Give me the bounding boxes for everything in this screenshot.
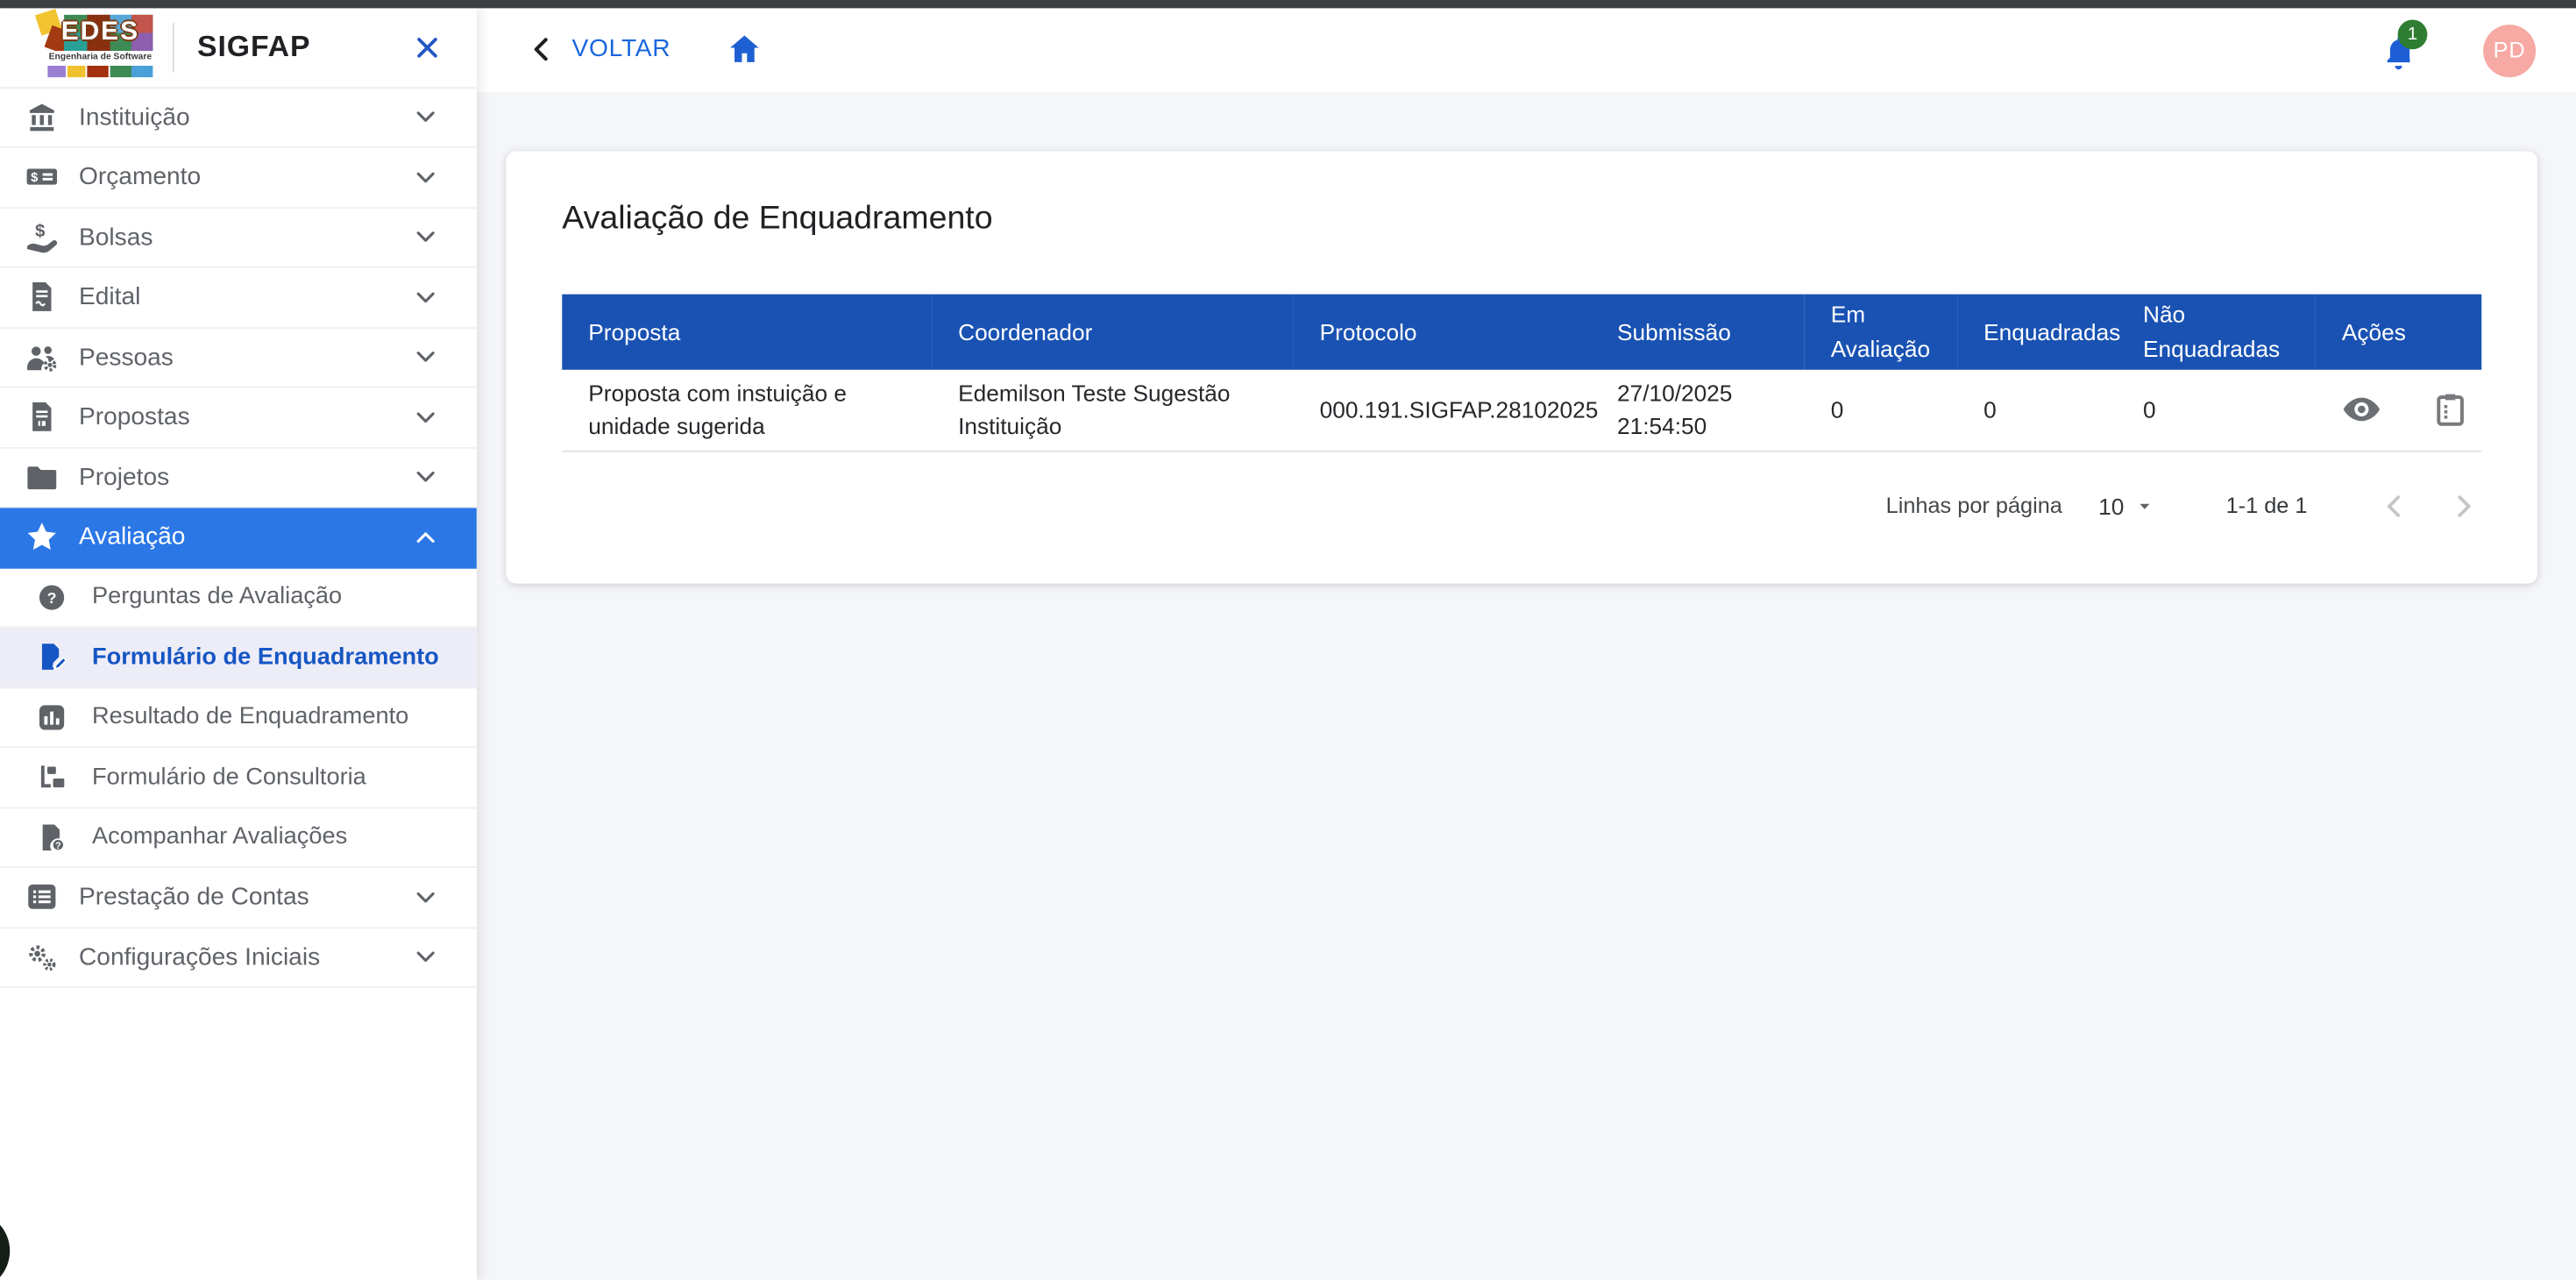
cell-protocolo: 000.191.SIGFAP.28102025 (1294, 370, 1591, 451)
app-title: SIGFAP (197, 29, 311, 63)
list-tree-icon (34, 761, 67, 794)
sidebar-item-resultado-de-enquadramento[interactable] (0, 688, 477, 748)
sidebar-item-label: Pessoas (79, 343, 174, 372)
chevron-down-icon (411, 223, 441, 252)
browser-top-strip (0, 0, 2576, 7)
sidebar-item-bolsas[interactable] (0, 208, 477, 267)
chevron-down-icon (411, 162, 441, 192)
rows-per-page-label: Linhas por página (1885, 493, 2062, 518)
sidebar-item-label: Resultado de Enquadramento (92, 703, 409, 730)
landmark-icon (23, 99, 59, 135)
svg-text:?: ? (54, 840, 60, 851)
star-icon (23, 519, 59, 555)
gears-icon (23, 939, 59, 975)
chevron-down-icon (411, 462, 441, 492)
chevron-down-icon (411, 882, 441, 912)
list-icon (23, 879, 59, 915)
col-enquadradas: Enquadradas (1957, 295, 2117, 370)
evaluation-card (507, 152, 2538, 584)
file-lines-icon (23, 399, 59, 435)
sidebar-item-avaliacao[interactable] (0, 508, 477, 567)
circle-question-icon (34, 580, 67, 614)
previous-page-button[interactable] (2376, 487, 2412, 523)
logo-text: EDES (60, 17, 139, 46)
home-button[interactable] (727, 31, 763, 67)
sidebar-item-label: Edital (79, 282, 141, 311)
sidebar-item-orcamento[interactable] (0, 148, 477, 208)
report-button[interactable] (2431, 390, 2470, 430)
rows-per-page-value: 10 (2098, 492, 2125, 519)
sidebar-item-label: Prestação de Contas (79, 883, 309, 912)
chevron-up-icon (411, 523, 441, 552)
sidebar-item-label: Instituição (79, 103, 190, 132)
pagination-bar (562, 452, 2481, 560)
sidebar-nav (0, 88, 477, 988)
sidebar-item-pessoas[interactable] (0, 328, 477, 388)
sidebar-item-perguntas-de-avaliacao[interactable] (0, 568, 477, 628)
svg-text:$: $ (30, 171, 38, 186)
sidebar-item-label: Avaliação (79, 523, 186, 551)
chevron-down-icon (411, 942, 441, 972)
logo-subtext: Engenharia de Software (47, 50, 153, 65)
sidebar-item-configuracoes-iniciais[interactable] (0, 928, 477, 987)
view-button[interactable] (2342, 390, 2381, 430)
chevron-down-icon (411, 402, 441, 432)
col-em-avaliacao: Em Avaliação (1805, 295, 1957, 370)
cell-enquadradas: 0 (1957, 370, 2117, 451)
topbar (477, 7, 2576, 92)
cell-nao-enquadradas: 0 (2117, 370, 2316, 451)
chart-column-icon (34, 700, 67, 734)
chevron-left-icon (2376, 487, 2412, 523)
svg-text:$: $ (34, 220, 45, 241)
back-label: VOLTAR (571, 34, 671, 63)
cell-proposta: Proposta com instuição e unidade sugerida (562, 370, 932, 451)
next-page-button[interactable] (2445, 487, 2481, 523)
sidebar-item-label: Acompanhar Avaliações (92, 823, 348, 850)
file-invoice-icon (23, 279, 59, 315)
sidebar-item-label: Propostas (79, 402, 190, 431)
table-row (562, 370, 2481, 451)
sidebar-item-label: Perguntas de Avaliação (92, 584, 343, 611)
sidebar-item-formulario-de-enquadramento[interactable] (0, 628, 477, 687)
table-header-row (562, 295, 2481, 370)
chevron-right-icon (2445, 487, 2481, 523)
main-content (477, 92, 2576, 1280)
cell-acoes (2316, 370, 2481, 451)
notifications-button[interactable] (2380, 24, 2436, 80)
evaluation-table (562, 295, 2481, 452)
cell-em-avaliacao: 0 (1805, 370, 1957, 451)
clipboard-icon (2431, 390, 2470, 430)
file-pen-icon (34, 641, 67, 674)
close-icon (411, 31, 444, 64)
chevron-down-icon (411, 282, 441, 312)
notification-badge: 1 (2398, 19, 2428, 49)
col-submissao: Submissão (1591, 295, 1805, 370)
money-check-icon (23, 159, 59, 195)
sidebar-item-acompanhar-avaliacoes[interactable] (0, 808, 477, 868)
sidebar-item-prestacao-de-contas[interactable] (0, 868, 477, 928)
pagination-range: 1-1 de 1 (2225, 493, 2308, 518)
hand-holding-dollar-icon (23, 219, 59, 255)
rows-per-page-select[interactable] (2098, 493, 2157, 519)
avatar[interactable] (2483, 24, 2536, 76)
avatar-initials: PD (2493, 38, 2526, 63)
caret-down-icon (2134, 494, 2157, 517)
eye-icon (2342, 390, 2381, 430)
sidebar-item-label: Bolsas (79, 223, 153, 252)
sidebar-item-label: Configurações Iniciais (79, 942, 321, 971)
edes-logo (34, 11, 156, 83)
col-acoes: Ações (2316, 295, 2481, 370)
page-title: Avaliação de Enquadramento (562, 200, 993, 237)
users-gear-icon (23, 339, 59, 375)
sidebar-item-propostas[interactable] (0, 388, 477, 448)
sidebar (0, 7, 477, 1280)
chevron-down-icon (411, 342, 441, 372)
chevron-down-icon (411, 103, 441, 132)
folder-icon (23, 459, 59, 495)
cell-coordenador: Edemilson Teste Sugestão Instituição (932, 370, 1294, 451)
back-link[interactable] (526, 32, 671, 66)
col-proposta: Proposta (562, 295, 932, 370)
col-nao-enquadradas: Não Enquadradas (2117, 295, 2316, 370)
sidebar-item-projetos[interactable] (0, 448, 477, 508)
chevron-left-icon (526, 32, 559, 66)
sidebar-item-label: Formulário de Enquadramento (92, 644, 439, 671)
header-divider (173, 22, 174, 71)
sidebar-item-edital[interactable] (0, 268, 477, 328)
sidebar-item-instituicao[interactable] (0, 88, 477, 147)
sidebar-item-label: Projetos (79, 463, 170, 492)
svg-text:?: ? (46, 588, 56, 607)
sidebar-item-formulario-de-consultoria[interactable] (0, 748, 477, 807)
col-coordenador: Coordenador (932, 295, 1294, 370)
sidebar-header (0, 7, 477, 88)
col-protocolo: Protocolo (1294, 295, 1591, 370)
file-circle-question-icon (34, 821, 67, 854)
close-sidebar-button[interactable] (411, 31, 444, 64)
home-icon (727, 31, 763, 67)
sidebar-item-label: Orçamento (79, 163, 202, 191)
sidebar-item-label: Formulário de Consultoria (92, 764, 366, 791)
cell-submissao: 27/10/2025 21:54:50 (1591, 370, 1805, 451)
